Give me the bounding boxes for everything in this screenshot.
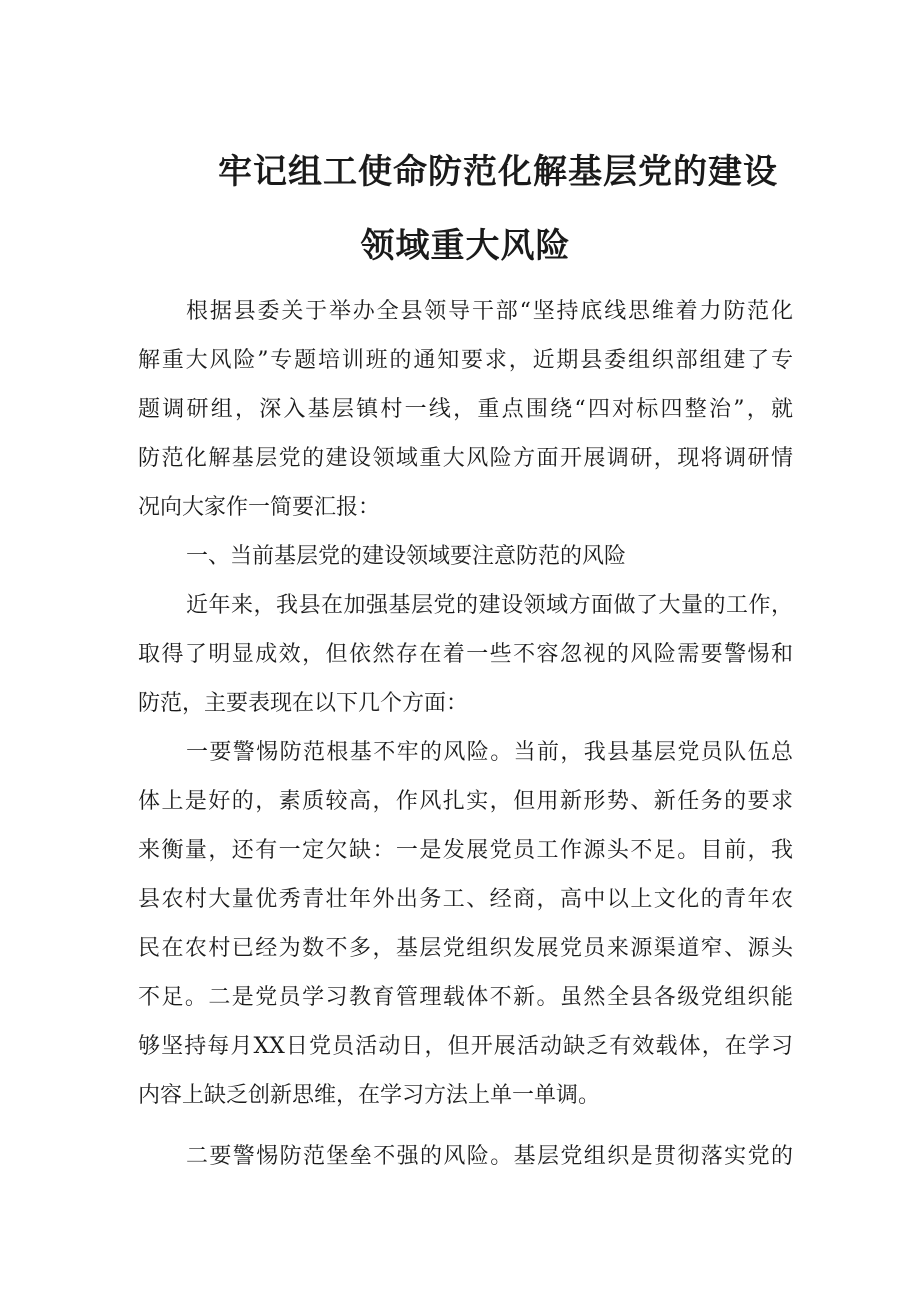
paragraph-line: 县农村大量优秀青壮年外出务工、经商，高中以上文化的青年农 xyxy=(138,887,793,912)
paragraph-line: 二要警惕防范堡垒不强的风险。基层党组织是贯彻落实党的 xyxy=(186,1144,793,1169)
paragraph-line: 近年来，我县在加强基层党的建设领域方面做了大量的工作， xyxy=(186,593,793,618)
section-heading: 一、当前基层党的建设领域要注意防范的风险 xyxy=(186,544,627,569)
paragraph-line: 况向大家作一简要汇报： xyxy=(138,495,381,520)
paragraph-line: 够坚持每月XX日党员活动日，但开展活动缺乏有效载体，在学习 xyxy=(138,1034,793,1059)
paragraph-line: 内容上缺乏创新思维，在学习方法上单一单调。 xyxy=(138,1083,601,1108)
paragraph-line: 来衡量，还有一定欠缺：一是发展党员工作源头不足。目前，我 xyxy=(138,838,793,863)
paragraph-line: 防范化解基层党的建设领域重大风险方面开展调研，现将调研情 xyxy=(138,446,793,471)
paragraph-line: 题调研组，深入基层镇村一线，重点围绕“四对标四整治”，就 xyxy=(138,397,793,422)
document-title-line-1: 牢记组工使命防范化解基层党的建设 xyxy=(218,152,778,192)
paragraph-line: 一要警惕防范根基不牢的风险。当前，我县基层党员队伍总 xyxy=(186,740,793,765)
paragraph-line: 防范，主要表现在以下几个方面： xyxy=(138,691,469,716)
paragraph-line: 解重大风险”专题培训班的通知要求，近期县委组织部组建了专 xyxy=(138,348,793,373)
document-title-line-2: 领域重大风险 xyxy=(360,226,571,266)
paragraph-line: 取得了明显成效，但依然存在着一些不容忽视的风险需要警惕和 xyxy=(138,642,793,667)
paragraph-line: 不足。二是党员学习教育管理载体不新。虽然全县各级党组织能 xyxy=(138,985,793,1010)
paragraph-line: 民在农村已经为数不多，基层党组织发展党员来源渠道窄、源头 xyxy=(138,936,793,961)
paragraph-line: 体上是好的，素质较高，作风扎实，但用新形势、新任务的要求 xyxy=(138,789,793,814)
paragraph-line: 根据县委关于举办全县领导干部“坚持底线思维着力防范化 xyxy=(186,299,793,324)
